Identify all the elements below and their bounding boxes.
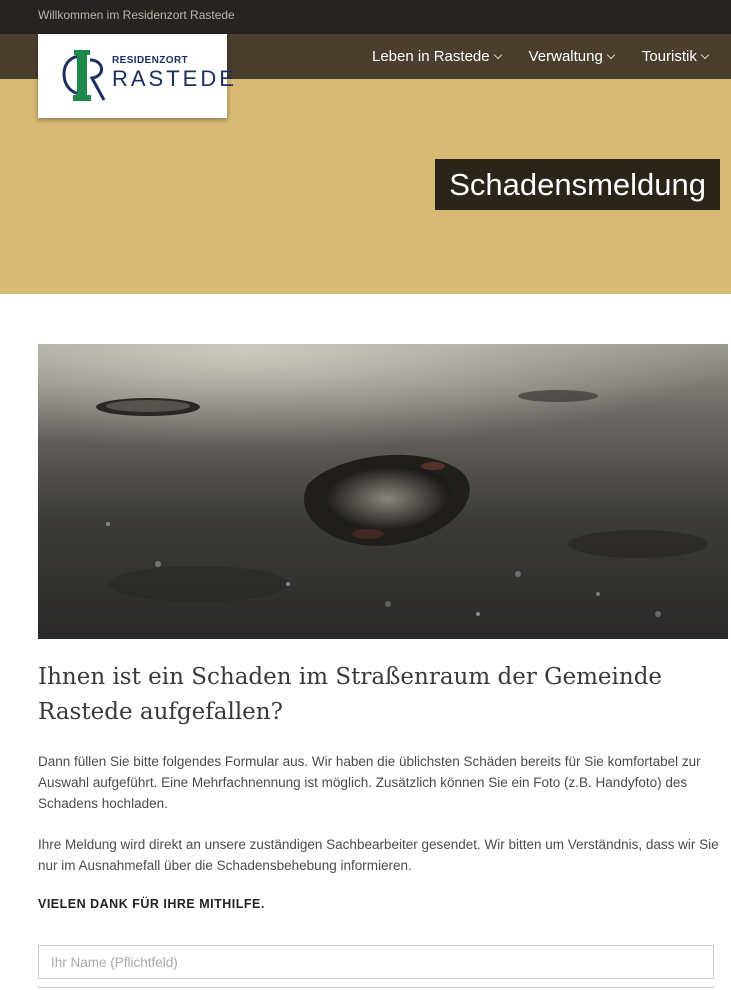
page-title-box [435, 159, 720, 210]
main-nav [372, 34, 731, 79]
thanks-text: VIELEN DANK FÜR IHRE MITHILFE. [38, 897, 265, 911]
nav-item-touristik[interactable] [642, 48, 708, 65]
chevron-down-icon [493, 50, 501, 58]
name-input[interactable] [38, 945, 714, 979]
chevron-down-icon [701, 50, 709, 58]
nav-item-leben-in-rastede[interactable] [372, 48, 501, 65]
road-damage-image [38, 344, 728, 639]
pothole-photo [38, 344, 728, 639]
nav-item-verwaltung[interactable] [529, 48, 614, 65]
page-title: Schadensmeldung [449, 166, 706, 202]
logo-subtitle: RESIDENZORT [112, 55, 189, 66]
nav-item-label: Verwaltung [528, 48, 603, 65]
site-logo[interactable] [38, 34, 237, 118]
section-heading: Ihnen ist ein Schaden im Straßenraum der Gemeinde Rastede aufgefallen? [38, 664, 663, 725]
column-logo-icon [60, 48, 110, 104]
nav-item-label: Touristik [641, 48, 697, 65]
nav-item-label: Leben in Rastede [372, 48, 490, 65]
chevron-down-icon [607, 50, 615, 58]
logo-title: RASTEDE [112, 66, 237, 91]
notice-paragraph: Ihre Meldung wird direkt an unsere zuständigen Sachbearbeiter gesendet. Wir bitten um Verständnis, dass wir Sie nur im Ausnahmefall über die Schadensbehebung informieren. [38, 837, 719, 873]
intro-paragraph: Dann füllen Sie bitte folgendes Formular aus. Wir haben die üblichsten Schäden bereits für Sie komfortabel zur Auswahl aufgeführt. Eine Mehrfachnennung ist möglich. Zusätzlich können Sie ein Foto (z.B. Handyfoto) des Schadens hochladen. [38, 754, 701, 811]
top-bar [0, 0, 731, 34]
welcome-text: Willkommen im Residenzort Rastede [38, 8, 235, 22]
